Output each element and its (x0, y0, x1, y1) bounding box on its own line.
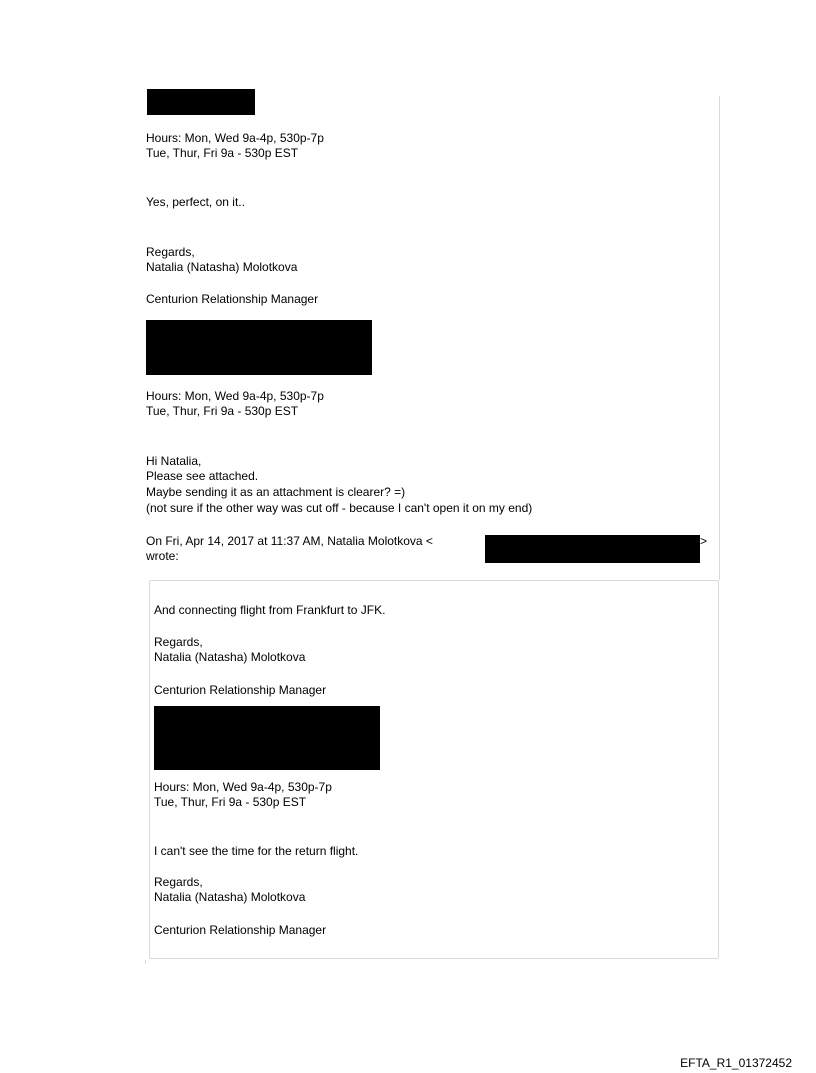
hours-line-2: Tue, Thur, Fri 9a - 530p EST (146, 146, 299, 160)
regards-text: Regards, (146, 245, 195, 259)
redaction-block-3 (154, 706, 380, 770)
quoted-regards-2: Regards, (154, 875, 203, 889)
wrote-line-1-end: > (700, 534, 708, 548)
hours-line-1: Hours: Mon, Wed 9a-4p, 530p-7p (146, 131, 324, 145)
body-line-4: (not sure if the other way was cut off - because I can't open it on my end) (146, 501, 533, 515)
wrote-line-1: On Fri, Apr 14, 2017 at 11:37 AM, Natalia Molotkova < (146, 534, 433, 548)
hours-line-1b: Hours: Mon, Wed 9a-4p, 530p-7p (146, 389, 324, 403)
redaction-block-2 (146, 320, 372, 375)
body-line-3: Maybe sending it as an attachment is clearer? =) (146, 485, 406, 499)
redaction-block-1 (147, 89, 255, 115)
document-id: EFTA_R1_01372452 (680, 1056, 792, 1070)
quoted-hours-line-2: Tue, Thur, Fri 9a - 530p EST (154, 795, 307, 809)
quoted-signature-name: Natalia (Natasha) Molotkova (154, 650, 306, 664)
quoted-signature-title-2: Centurion Relationship Manager (154, 923, 327, 937)
thread-rule-left (145, 960, 146, 964)
quoted-cant-see: I can't see the time for the return flight. (154, 844, 359, 858)
signature-name: Natalia (Natasha) Molotkova (146, 260, 298, 274)
wrote-line-2: wrote: (146, 549, 179, 563)
hours-line-2b: Tue, Thur, Fri 9a - 530p EST (146, 404, 299, 418)
redaction-email (485, 535, 700, 563)
body-line-2: Please see attached. (146, 469, 259, 483)
greeting-text: Hi Natalia, (146, 454, 202, 468)
quoted-connecting: And connecting flight from Frankfurt to JFK. (154, 603, 386, 617)
quoted-hours-line-1: Hours: Mon, Wed 9a-4p, 530p-7p (154, 780, 332, 794)
reply-text: Yes, perfect, on it.. (146, 195, 245, 209)
quoted-signature-title: Centurion Relationship Manager (154, 683, 327, 697)
signature-title: Centurion Relationship Manager (146, 292, 319, 306)
quoted-regards: Regards, (154, 635, 203, 649)
thread-rule-right (719, 96, 720, 580)
quoted-signature-name-2: Natalia (Natasha) Molotkova (154, 890, 306, 904)
